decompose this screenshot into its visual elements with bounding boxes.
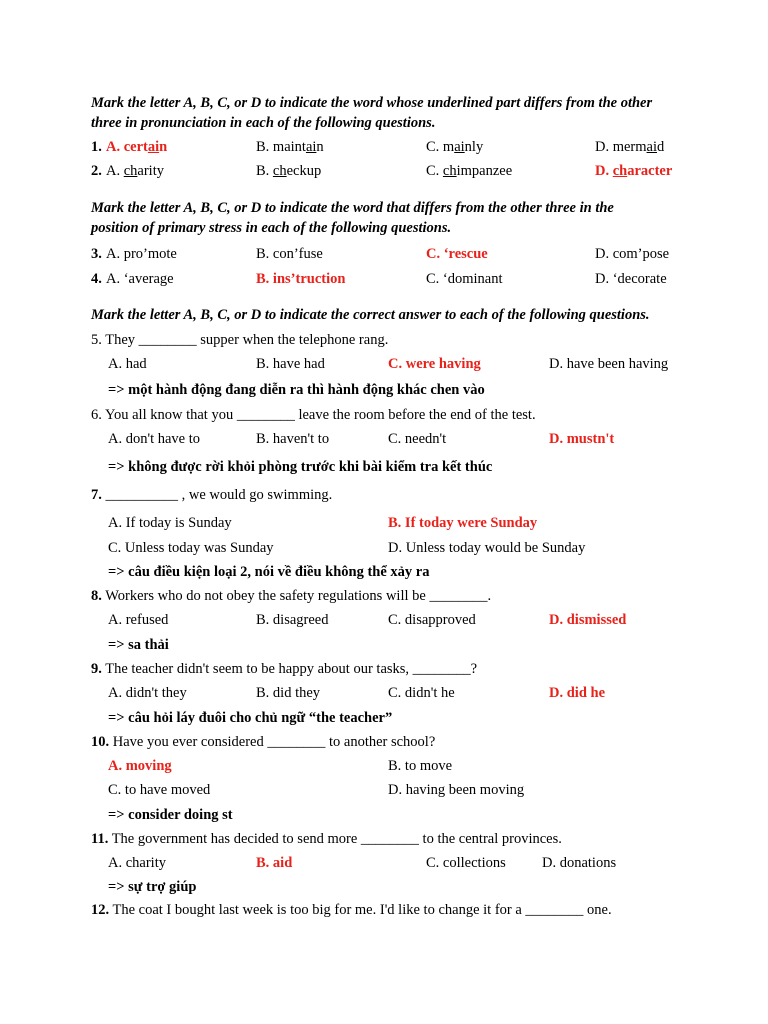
q3-option-c: C. ‘rescue <box>426 246 488 262</box>
q1-number: 1. <box>91 139 102 155</box>
q1-option-b: B. maintain <box>256 139 324 155</box>
q9-option-c: C. didn't he <box>388 685 455 701</box>
q7-stem: 7. __________ , we would go swimming. <box>91 487 333 503</box>
q5-option-a: A. had <box>108 356 147 372</box>
q8-stem: 8. Workers who do not obey the safety regulations will be ________. <box>91 588 492 604</box>
q10-option-c: C. to have moved <box>108 782 211 798</box>
q8-option-a: A. refused <box>108 612 169 628</box>
q5-explanation: => một hành động đang diễn ra thì hành động khác chen vào <box>108 382 485 398</box>
q11-option-a: A. charity <box>108 855 166 871</box>
q9-option-b: B. did they <box>256 685 321 701</box>
q11-option-b: B. aid <box>256 855 293 871</box>
q4-option-a: A. ‘average <box>106 271 174 287</box>
q5-option-c: C. were having <box>388 356 481 372</box>
q9-option-a: A. didn't they <box>108 685 187 701</box>
q10-option-a: A. moving <box>108 758 172 774</box>
q8-explanation: => sa thải <box>108 637 169 653</box>
q8-option-c: C. disapproved <box>388 612 476 628</box>
q6-option-c: C. needn't <box>388 431 447 447</box>
q3-option-b: B. con’fuse <box>256 246 323 262</box>
q4-number: 4. <box>91 271 102 287</box>
q6-stem: 6. You all know that you ________ leave the room before the end of the test. <box>91 407 536 423</box>
q4-option-b: B. ins’truction <box>256 271 346 287</box>
q10-option-b: B. to move <box>388 758 453 774</box>
q8-option-b: B. disagreed <box>256 612 329 628</box>
q11-stem: 11. The government has decided to send more ________ to the central provinces. <box>91 831 562 847</box>
q8-option-d: D. dismissed <box>549 612 627 628</box>
q7-option-c: C. Unless today was Sunday <box>108 540 274 556</box>
q4-option-c: C. ‘dominant <box>426 271 503 287</box>
q3-number: 3. <box>91 246 102 262</box>
q5-option-b: B. have had <box>256 356 325 372</box>
q9-stem: 9. The teacher didn't seem to be happy about our tasks, ________? <box>91 661 478 677</box>
q11-explanation: => sự trợ giúp <box>108 879 197 895</box>
q7-option-b: B. If today were Sunday <box>388 515 538 531</box>
section1-instruction-line2: three in pronunciation in each of the following questions. <box>91 115 436 131</box>
q1-option-c: C. mainly <box>426 139 484 155</box>
q1-option-a: A. certain <box>106 139 168 155</box>
q5-option-d: D. have been having <box>549 356 669 372</box>
q3-option-d: D. com’pose <box>595 246 670 262</box>
q6-explanation: => không được rời khỏi phòng trước khi bài kiểm tra kết thúc <box>108 459 493 475</box>
q11-option-c: C. collections <box>426 855 506 871</box>
q12-stem: 12. The coat I bought last week is too big for me. I'd like to change it for a ________ one. <box>91 902 612 918</box>
q3-option-a: A. pro’mote <box>106 246 177 262</box>
q10-explanation: => consider doing st <box>108 807 233 823</box>
q7-option-d: D. Unless today would be Sunday <box>388 540 586 556</box>
section2-instruction-line1: Mark the letter A, B, C, or D to indicate the word that differs from the other three in the <box>91 200 614 216</box>
q9-option-d: D. did he <box>549 685 606 701</box>
q6-option-b: B. haven't to <box>256 431 330 447</box>
section3-instruction: Mark the letter A, B, C, or D to indicate the correct answer to each of the following questions. <box>91 307 650 323</box>
q6-option-d: D. mustn't <box>549 431 615 447</box>
q10-stem: 10. Have you ever considered ________ to another school? <box>91 734 436 750</box>
q2-option-d: D. character <box>595 163 673 179</box>
q9-explanation: => câu hỏi láy đuôi cho chủ ngữ “the teacher” <box>108 710 393 726</box>
q7-explanation: => câu điều kiện loại 2, nói về điều không thể xảy ra <box>108 564 430 580</box>
q4-option-d: D. ‘decorate <box>595 271 667 287</box>
q11-option-d: D. donations <box>542 855 617 871</box>
section2-instruction-line2: position of primary stress in each of the following questions. <box>91 220 452 236</box>
section1-instruction-line1: Mark the letter A, B, C, or D to indicate the word whose underlined part differs from the other <box>91 95 653 111</box>
q6-option-a: A. don't have to <box>108 431 201 447</box>
q2-option-a: A. charity <box>106 163 164 179</box>
q1-option-d: D. mermaid <box>595 139 665 155</box>
q10-option-d: D. having been moving <box>388 782 525 798</box>
q5-stem: 5. They ________ supper when the telephone rang. <box>91 332 389 348</box>
q2-number: 2. <box>91 163 102 179</box>
q2-option-c: C. chimpanzee <box>426 163 513 179</box>
q7-option-a: A. If today is Sunday <box>108 515 232 531</box>
q2-option-b: B. checkup <box>256 163 322 179</box>
